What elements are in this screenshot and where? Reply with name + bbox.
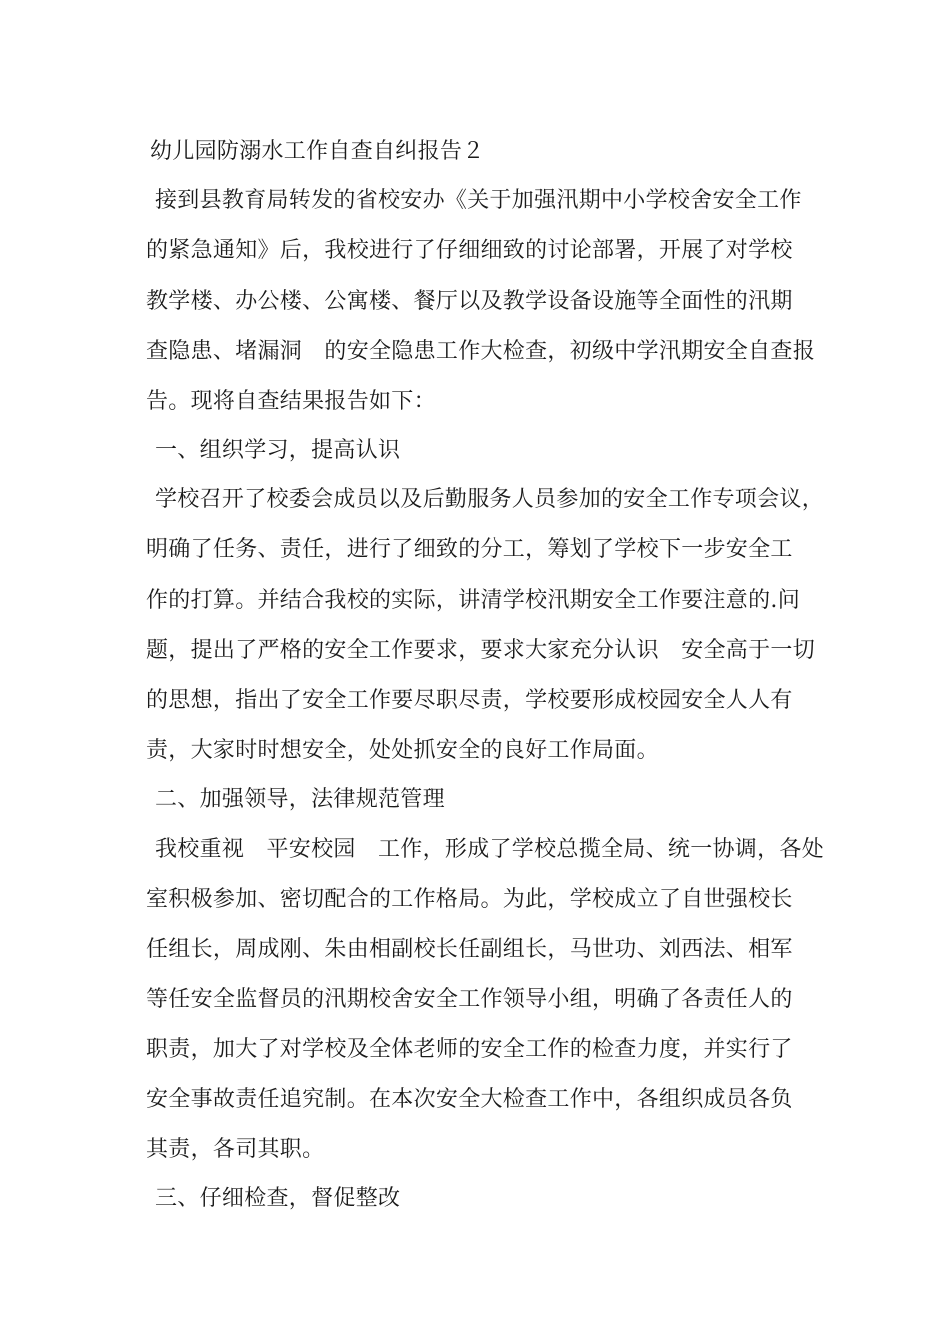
paragraph-line: 等任安全监督员的汛期校舍安全工作领导小组，明确了各责任人的 xyxy=(146,987,793,1012)
paragraph-line: 的紧急通知》后，我校进行了仔细细致的讨论部署，开展了对学校 xyxy=(146,238,793,263)
paragraph-line: 题，提出了严格的安全工作要求，要求大家充分认识 安全高于一切 xyxy=(146,638,816,663)
section-heading: 三、仔细检查，督促整改 xyxy=(155,1186,401,1211)
paragraph-line: 明确了任务、责任，进行了细致的分工，筹划了学校下一步安全工 xyxy=(146,537,793,562)
paragraph-line: 学校召开了校委会成员以及后勤服务人员参加的安全工作专项会议， xyxy=(155,487,825,512)
paragraph-line: 的思想，指出了安全工作要尽职尽责，学校要形成校园安全人人有 xyxy=(146,688,793,713)
paragraph-line: 作的打算。并结合我校的实际，讲清学校汛期安全工作要注意的.问 xyxy=(146,588,800,613)
paragraph-line: 责，大家时时想安全，处处抓安全的良好工作局面。 xyxy=(146,738,659,763)
paragraph-line: 职责，加大了对学校及全体老师的安全工作的检查力度，并实行了 xyxy=(146,1037,793,1062)
paragraph-line: 室积极参加、密切配合的工作格局。为此，学校成立了自世强校长 xyxy=(146,887,793,912)
document-title: 幼儿园防溺水工作自查自纠报告２ xyxy=(150,139,485,164)
paragraph-line: 其责，各司其职。 xyxy=(146,1137,325,1162)
section-heading: 一、组织学习，提高认识 xyxy=(155,438,401,463)
paragraph-line: 我校重视 平安校园 工作，形成了学校总揽全局、统一协调，各处 xyxy=(155,837,825,862)
paragraph-line: 查隐患、堵漏洞 的安全隐患工作大检查，初级中学汛期安全自查报 xyxy=(146,339,816,364)
paragraph-line: 安全事故责任追究制。在本次安全大检查工作中，各组织成员各负 xyxy=(146,1087,793,1112)
paragraph-line: 接到县教育局转发的省校安办《关于加强汛期中小学校舍安全工作 xyxy=(155,188,802,213)
section-heading: 二、加强领导，法律规范管理 xyxy=(155,787,445,812)
paragraph-line: 告。现将自查结果报告如下： xyxy=(146,389,436,414)
paragraph-line: 教学楼、办公楼、公寓楼、餐厅以及教学设备设施等全面性的汛期 xyxy=(146,289,793,314)
paragraph-line: 任组长，周成刚、朱由相副校长任副组长，马世功、刘西法、相军 xyxy=(146,937,793,962)
